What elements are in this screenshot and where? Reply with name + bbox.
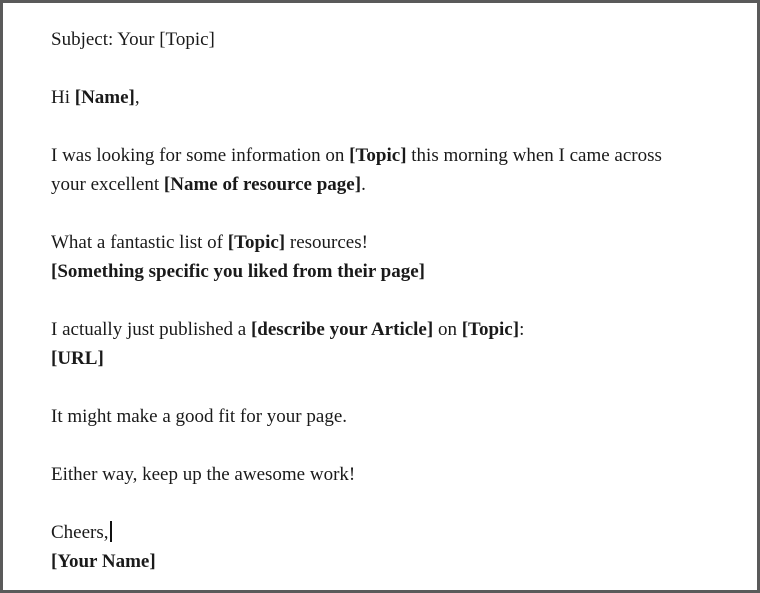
greeting-suffix: , (134, 87, 140, 108)
greeting-name-placeholder: [Name] (74, 87, 135, 108)
topic-placeholder: [Topic] (349, 145, 407, 166)
topic-placeholder: [Topic] (227, 232, 286, 253)
email-body (51, 25, 751, 576)
para2-text-1: What a fantastic list of (51, 232, 228, 253)
resource-page-placeholder: [Name of resource page] (163, 174, 362, 195)
para1-text-3: your excellent (51, 174, 164, 195)
para3-text-2: on (433, 319, 462, 340)
para2-text-2: resources! (285, 232, 368, 253)
paragraph-discovery (51, 141, 751, 199)
paragraph-pitch (51, 315, 751, 373)
paragraph-fit: It might make a good fit for your page. (51, 406, 348, 427)
specific-detail-placeholder: [Something specific you liked from their page] (51, 261, 425, 282)
closing[interactable] (51, 518, 751, 576)
text-cursor (110, 521, 112, 542)
para3-text-1: I actually just published a (51, 319, 251, 340)
article-description-placeholder: [describe your Article] (250, 319, 434, 340)
para1-text-2: this morning when I came across (406, 145, 662, 166)
url-placeholder: [URL] (51, 348, 104, 369)
para1-text-4: . (361, 174, 366, 195)
closing-text: Cheers, (51, 522, 109, 543)
paragraph-compliment (51, 228, 751, 286)
paragraph-signoff: Either way, keep up the awesome work! (51, 464, 356, 485)
greeting-prefix: Hi (51, 87, 75, 108)
signature-placeholder: [Your Name] (51, 551, 156, 572)
topic-placeholder: [Topic] (461, 319, 520, 340)
para3-text-3: : (519, 319, 525, 340)
para1-text-1: I was looking for some information on (51, 145, 350, 166)
subject-line: Subject: Your [Topic] (51, 29, 215, 50)
greeting (51, 83, 751, 112)
